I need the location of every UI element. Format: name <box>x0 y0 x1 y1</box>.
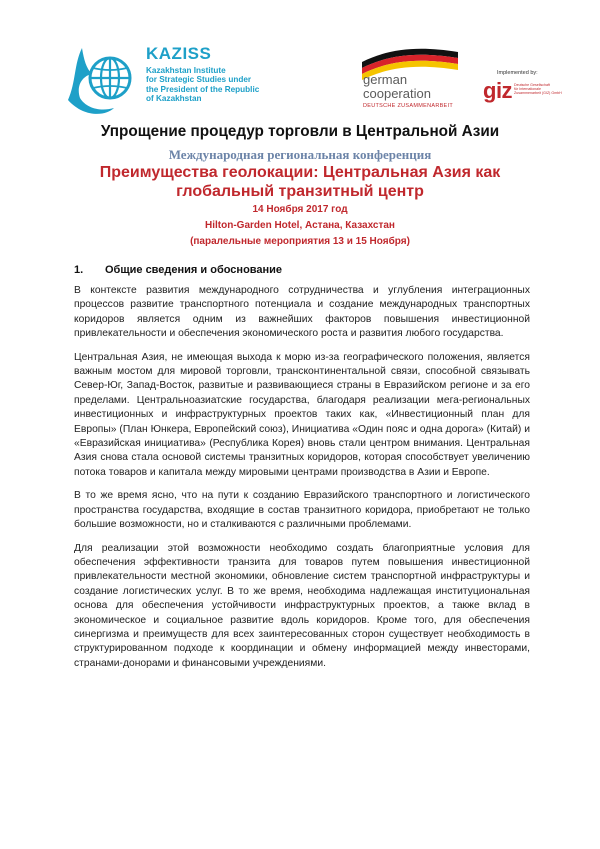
paragraph: В контексте развития международного сотрудничества и углубления интеграционных процессов развитие транспортного потенциала и создание международных транспортных коридоров является одним из важнейших факторов повышения инвестиционной привлекательности и обеспечения экономического роста и развития любого государства. <box>74 285 530 340</box>
giz-wordmark: giz <box>483 78 513 103</box>
section-body <box>74 284 530 680</box>
conference-parallel-events: (паралельные мероприятия 13 и 15 Ноября) <box>190 236 410 247</box>
giz-implemented-by: Implemented by: <box>497 70 538 76</box>
section-heading-text: Общие сведения и обоснование <box>105 264 283 276</box>
conference-label: Международная региональная конференция <box>168 147 432 162</box>
section-heading <box>74 264 282 276</box>
gc-line2: cooperation <box>363 86 431 101</box>
giz-logo <box>483 70 563 110</box>
conference-venue: Hilton-Garden Hotel, Астана, Казахстан <box>205 220 395 231</box>
conference-title <box>0 163 600 201</box>
paragraph: Для реализации этой возможности необходимо создать благоприятные условия для обеспечения эффективности транзита для товаров путем повышения инвестиционной привлекательности местной экономики, обновление систем транспортной инфраструктуры и создание логистических услуг. В то же время, необходима надлежащая институциональная основа для обеспечения устойчивости инфраструктурных проектов, а также вклад в экономическое и социальное развитие вдоль коридоров. Кроме того, для обеспечения синергизма и преимуществ для всех заинтересованных сторон существует необходимость в структурированном подходе к координации и обмену информацией между инвесторами, странами-донорами и финансовыми учреждениями. <box>74 542 530 669</box>
kaziss-emblem-icon <box>66 42 138 116</box>
gc-subtitle: DEUTSCHE ZUSAMMENARBEIT <box>363 103 454 109</box>
document-title: Упрощение процедур торговли в Центральной Азии <box>100 123 500 140</box>
kaziss-name: KAZISS <box>146 44 212 63</box>
kaziss-description: Kazakhstan Institute for Strategic Studies under the President of the Republic of Kazakhstan <box>146 66 260 104</box>
conference-date: 14 Ноября 2017 год <box>252 204 348 215</box>
paragraph: В то же время ясно, что на пути к созданию Евразийского транспортного и логистического пространства государства, входящие в состав транзитного коридора, приобретают не только большие возможности, но и сталкиваются с различными проблемами. <box>74 490 530 531</box>
conference-title-line1: Преимущества геолокации: Центральная Азия как <box>99 164 501 181</box>
conference-title-line2: глобальный транзитный центр <box>176 183 424 200</box>
conference-info <box>0 202 600 250</box>
section-number: 1. <box>74 264 84 276</box>
kaziss-logo <box>66 42 286 122</box>
gc-line1: german <box>363 72 408 87</box>
german-cooperation-logo <box>360 42 460 112</box>
giz-small-text: Deutsche Gesellschaft für Internationale Zusammenarbeit (GIZ) GmbH <box>514 83 562 96</box>
paragraph: Центральная Азия, не имеющая выхода к морю из-за географического положения, является важным мостом для мировой торговли, трансконтинентальной связи, способной связывать Север-Юг, Запад-Восток, развитые и развивающиеся страны в Евразийском регионе и за его пределами. Центральноазиатские государства, благодаря реализации мега-региональных инвестиционных и инфраструктурных проектов таких как, «Инвестиционный план для Европы» (План Юнкера, Европейский союз), Инициатива «Один пояс и одна дорога» (Китай) и «Евразийская инициатива» (Республика Корея) вновь стали центром внимания. Центральная Азия снова стала основой системы транзитных коридоров, которая способствует увеличению потока товаров и капитала между мировыми центрами производства в Азии и Европе. <box>74 351 530 478</box>
